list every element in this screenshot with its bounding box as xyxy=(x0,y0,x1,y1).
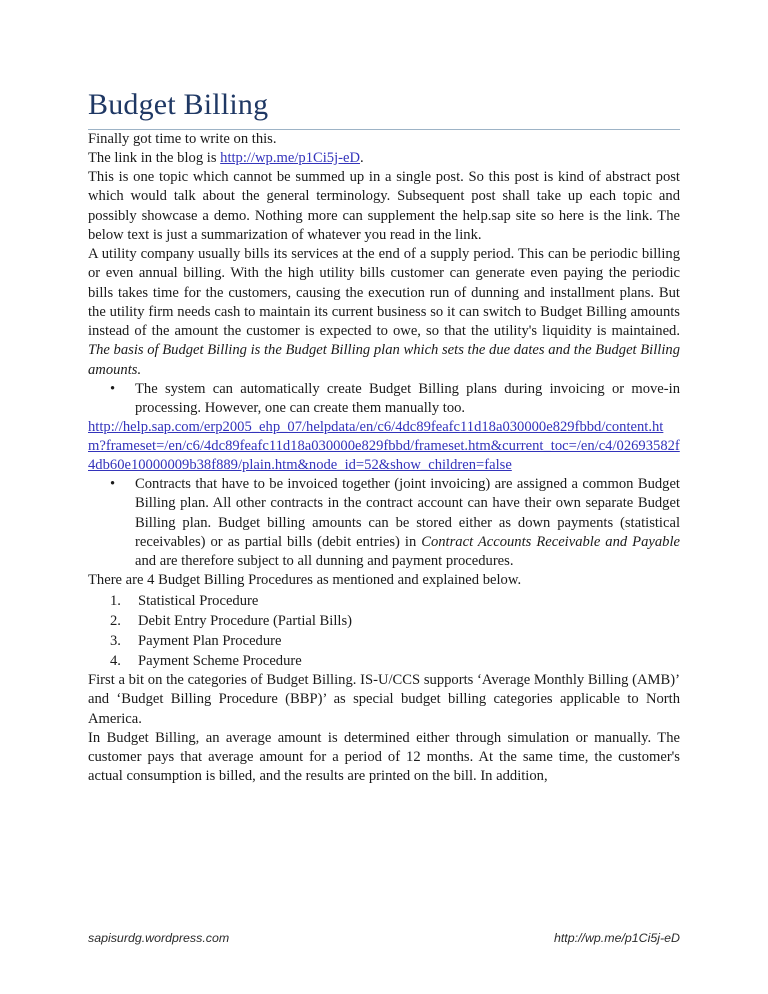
bullet-list-second xyxy=(88,475,680,571)
paragraph-utility xyxy=(88,245,680,380)
paragraph-procedures-intro: There are 4 Budget Billing Procedures as mentioned and explained below. xyxy=(88,572,522,589)
bullet-item-2-italic: Contract Accounts Receivable and Payable xyxy=(421,533,680,550)
bullet-item-1-text: The system can automatically create Budget Billing plans during invoicing or move-in processing. However, one can create them manually too. xyxy=(135,380,680,416)
document-page xyxy=(88,0,680,994)
list-number: 1. xyxy=(110,592,121,609)
bullet-item-2-part-1: Contracts that have to be invoiced together (joint invoicing) are assigned a common Budget Billing plan. All other contracts in the contract account can have their own separate Budget Billing plan. Budget billing amounts can be stored either as down payments (statistical receivables) or as partial bills (debit entries) in xyxy=(135,476,680,550)
paragraph-utility-plain: A utility company usually bills its services at the end of a supply period. This can be periodic billing or even annual billing. With the high utility bills customer can generate even paying the periodic bills takes time for the customers, causing the execution run of dunning and installment plans. But the utility firm needs cash to maintain its current business so it can switch to Budget Billing amounts instead of the amount the customer is expected to owe, so that the utility's liquidity is maintained. xyxy=(88,246,680,339)
footer-short-url: http://wp.me/p1Ci5j-eD xyxy=(553,931,680,945)
intro-line-2-prefix: The link in the blog is xyxy=(88,149,221,166)
list-item xyxy=(88,631,680,651)
list-item xyxy=(88,591,680,611)
bullet-icon: • xyxy=(110,380,116,397)
procedures-numbered-list xyxy=(88,591,680,672)
sap-help-link[interactable]: http://help.sap.com/erp2005_ehp_07/helpdata/en/c6/4dc89feafc11d18a030000e829fbbd/content.htm?frameset=/en/c6/4dc89feafc11d18a030000e829fbbd/frameset.htm&current_toc=/en/c4/02693582f4db60e10000009b38f889/plain.htm&node_id=52&show_children=false xyxy=(88,419,680,474)
list-item xyxy=(88,611,680,631)
list-item xyxy=(88,475,680,571)
bullet-list-first xyxy=(88,380,680,419)
list-item-label: Debit Entry Procedure (Partial Bills) xyxy=(138,612,352,629)
page-footer xyxy=(88,931,680,945)
footer-site-name: sapisurdg.wordpress.com xyxy=(88,931,230,945)
paragraph-utility-italic: The basis of Budget Billing is the Budget Billing plan which sets the due dates and the Budget Billing amounts. xyxy=(88,342,680,378)
paragraph-abstract: This is one topic which cannot be summed up in a single post. So this post is kind of abstract post which would talk about the general terminology. Subsequent post shall take up each topic and possibly showcase a demo. Nothing more can supplement the help.sap site so here is the link. The below text is just a summarization of whatever you read in the link. xyxy=(88,169,680,243)
list-item-label: Statistical Procedure xyxy=(138,592,259,609)
list-item-label: Payment Scheme Procedure xyxy=(138,653,302,670)
bullet-icon: • xyxy=(110,476,116,493)
bullet-item-2-part-2: and are therefore subject to all dunning and payment procedures. xyxy=(135,553,514,570)
paragraph-average-amount: In Budget Billing, an average amount is determined either through simulation or manually. The customer pays that average amount for a period of 12 months. At the same time, the customer's actual consumption is billed, and the results are printed on the bill. In addition, xyxy=(88,729,680,785)
intro-block xyxy=(88,130,680,169)
intro-line-1: Finally got time to write on this. xyxy=(88,130,277,147)
list-number: 3. xyxy=(110,632,121,649)
paragraph-categories: First a bit on the categories of Budget Billing. IS-U/CCS supports ‘Average Monthly Billing (AMB)’ and ‘Budget Billing Procedure (BBP)’ as special budget billing categories applicable to North America. xyxy=(88,672,680,727)
list-item xyxy=(88,380,680,419)
list-item xyxy=(88,651,680,671)
intro-line-2-suffix: . xyxy=(360,149,364,166)
blog-link[interactable]: http://wp.me/p1Ci5j-eD xyxy=(220,149,361,166)
list-item-label: Payment Plan Procedure xyxy=(138,632,282,649)
page-title: Budget Billing xyxy=(88,88,269,121)
list-number: 4. xyxy=(110,653,121,670)
list-number: 2. xyxy=(110,612,121,629)
